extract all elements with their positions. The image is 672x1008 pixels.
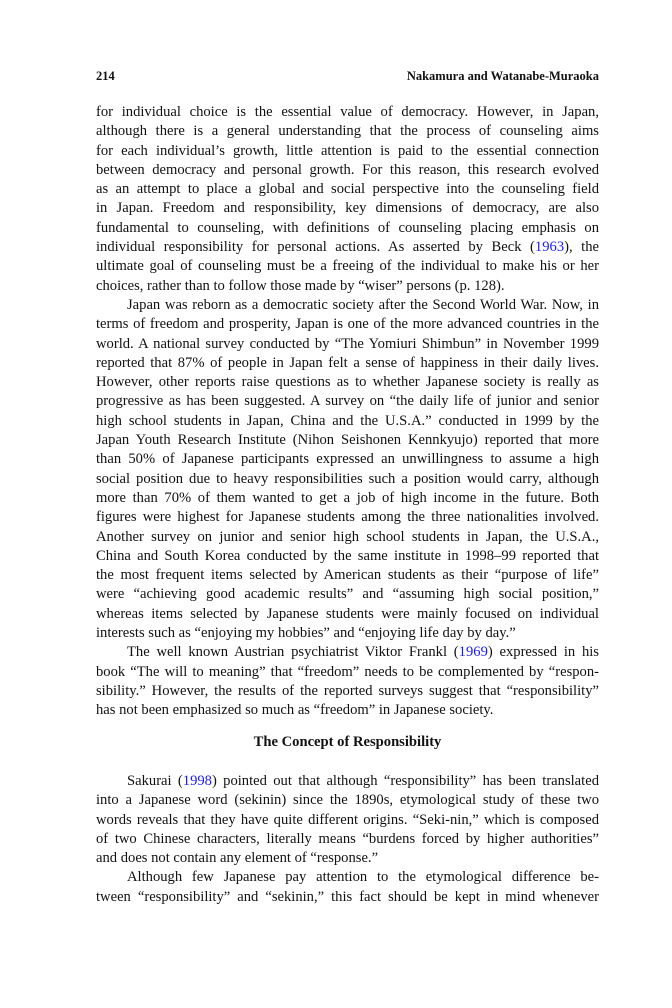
citation-link[interactable]: 1963: [534, 239, 565, 256]
citation-link[interactable]: 1969: [458, 644, 488, 661]
text-line: [96, 277, 599, 296]
text-line: [96, 624, 599, 643]
text-segment: ) expressed in his: [487, 644, 599, 661]
text-line: [96, 791, 599, 810]
text-line: [96, 470, 599, 489]
text-line: [96, 103, 599, 122]
text-line: [96, 682, 599, 701]
text-line: [96, 701, 599, 720]
text-line: [96, 528, 599, 547]
text-segment: high school students in Japan, China and the U.S.A.” conducted in 1999 by the: [96, 412, 599, 429]
text-line: [96, 296, 599, 315]
text-segment: the most frequent items selected by American students as their “purpose of life”: [96, 567, 599, 584]
text-line: [96, 849, 599, 868]
text-segment: Japan Youth Research Institute (Nihon Seishonen Kennkyujo) reported that more: [96, 432, 599, 449]
text-line: [96, 566, 599, 585]
text-segment: were “achieving good academic results” and “assuming high social position,”: [96, 586, 599, 603]
text-segment: ) pointed out that although “responsibility” has been translated: [211, 773, 599, 789]
text-line: [96, 412, 599, 431]
text-segment: of two Chinese characters, literally means “burdens forced by higher authorities”: [96, 830, 599, 847]
text-line: [96, 354, 599, 373]
text-segment: terms of freedom and prosperity, Japan is one of the more advanced countries in the: [96, 316, 599, 333]
text-line: [96, 335, 599, 354]
text-segment: choices, rather than to follow those made by “wiser” persons (p. 128).: [96, 277, 505, 294]
text-line: [96, 888, 599, 907]
text-segment: more than 70% of them wanted to get a job of high income in the future. Both: [96, 489, 599, 506]
text-segment: and does not contain any element of “response.”: [96, 850, 379, 867]
text-segment: progressive as has been suggested. A survey on “the daily life of junior and senior: [96, 393, 599, 410]
text-segment: although there is a general understanding that the process of counseling aims: [96, 123, 599, 140]
text-segment: Japan was reborn as a democratic society after the Second World War. Now, in: [127, 296, 599, 313]
text-segment: tween “responsibility” and “sekinin,” this fact should be kept in mind whenever: [96, 888, 599, 905]
text-line: [96, 161, 599, 180]
text-segment: Sakurai (: [127, 773, 183, 789]
text-segment: China and South Korea conducted by the same institute in 1998–99 reported that: [96, 547, 599, 564]
text-line: [96, 663, 599, 682]
text-segment: individual responsibility for personal actions. As asserted by Beck (: [96, 239, 535, 256]
text-line: [96, 199, 599, 218]
text-segment: into a Japanese word (sekinin) since the 1890s, etymological study of these two: [96, 792, 599, 809]
body-text-block-1: [96, 103, 599, 721]
citation-link[interactable]: 1998: [182, 773, 212, 789]
text-segment: fundamental to counseling, with definitions of counseling placing emphasis on: [96, 219, 599, 236]
text-line: [96, 238, 599, 257]
section-heading: The Concept of Responsibility: [253, 734, 442, 750]
text-line: [96, 508, 599, 527]
text-line: [96, 772, 599, 791]
text-line: [96, 315, 599, 334]
text-segment: in Japan. Freedom and responsibility, key dimensions of democracy, are also: [96, 200, 599, 217]
text-line: [96, 431, 599, 450]
text-segment: words reveals that they have quite different origins. “Seki-nin,” which is composed: [96, 811, 599, 828]
text-line: [96, 643, 599, 662]
text-line: [96, 122, 599, 141]
text-line: [96, 373, 599, 392]
text-segment: between democracy and personal growth. For this reason, this research evolved: [96, 161, 599, 178]
text-line: [96, 811, 599, 830]
text-segment: book “The will to meaning” that “freedom” needs to be complemented by “respon-: [96, 663, 599, 680]
text-segment: whereas items selected by Japanese students were mainly focused on individual: [96, 605, 599, 622]
text-segment: has not been emphasized so much as “freedom” in Japanese society.: [96, 702, 494, 719]
text-segment: for individual choice is the essential value of democracy. However, in Japan,: [96, 104, 599, 120]
text-segment: for each individual’s growth, little attention is paid to the essential connection: [96, 142, 599, 159]
text-segment: reported that 87% of people in Japan felt a sense of happiness in their daily lives.: [96, 354, 599, 371]
text-segment: interests such as “enjoying my hobbies” and “enjoying life day by day.”: [96, 625, 516, 642]
running-title: Nakamura and Watanabe-Muraoka: [406, 69, 599, 83]
text-line: [96, 868, 599, 887]
text-segment: than 50% of Japanese participants expressed an unwillingness to assume a high: [96, 451, 599, 468]
text-segment: sibility.” However, the results of the reported surveys suggest that “responsibility”: [96, 682, 599, 699]
text-segment: social position due to heavy responsibilities such a position would carry, although: [96, 470, 599, 487]
text-line: [96, 585, 599, 604]
body-text-block-2: [96, 772, 599, 907]
text-line: [96, 142, 599, 161]
text-segment: ), the: [564, 239, 599, 256]
text-line: [96, 489, 599, 508]
text-segment: ultimate goal of counseling must be a freeing of the individual to make his or her: [96, 258, 599, 275]
text-line: [96, 219, 599, 238]
text-line: [96, 830, 599, 849]
text-line: [96, 180, 599, 199]
text-segment: world. A national survey conducted by “The Yomiuri Shimbun” in November 1999: [96, 335, 599, 352]
page-number: 214: [96, 69, 115, 83]
running-header: [96, 69, 599, 84]
text-line: [96, 392, 599, 411]
text-segment: Although few Japanese pay attention to the etymological difference be-: [127, 869, 599, 886]
text-segment: as an attempt to place a global and social perspective into the counseling field: [96, 181, 599, 198]
text-segment: The well known Austrian psychiatrist Viktor Frankl (: [127, 644, 459, 661]
text-segment: Another survey on junior and senior high school students in Japan, the U.S.A.,: [96, 528, 599, 545]
text-line: [96, 257, 599, 276]
text-line: [96, 450, 599, 469]
text-line: [96, 547, 599, 566]
text-segment: figures were highest for Japanese students among the three nationalities involved.: [96, 509, 599, 526]
text-segment: However, other reports raise questions as to whether Japanese society is really as: [96, 374, 599, 391]
text-line: [96, 605, 599, 624]
